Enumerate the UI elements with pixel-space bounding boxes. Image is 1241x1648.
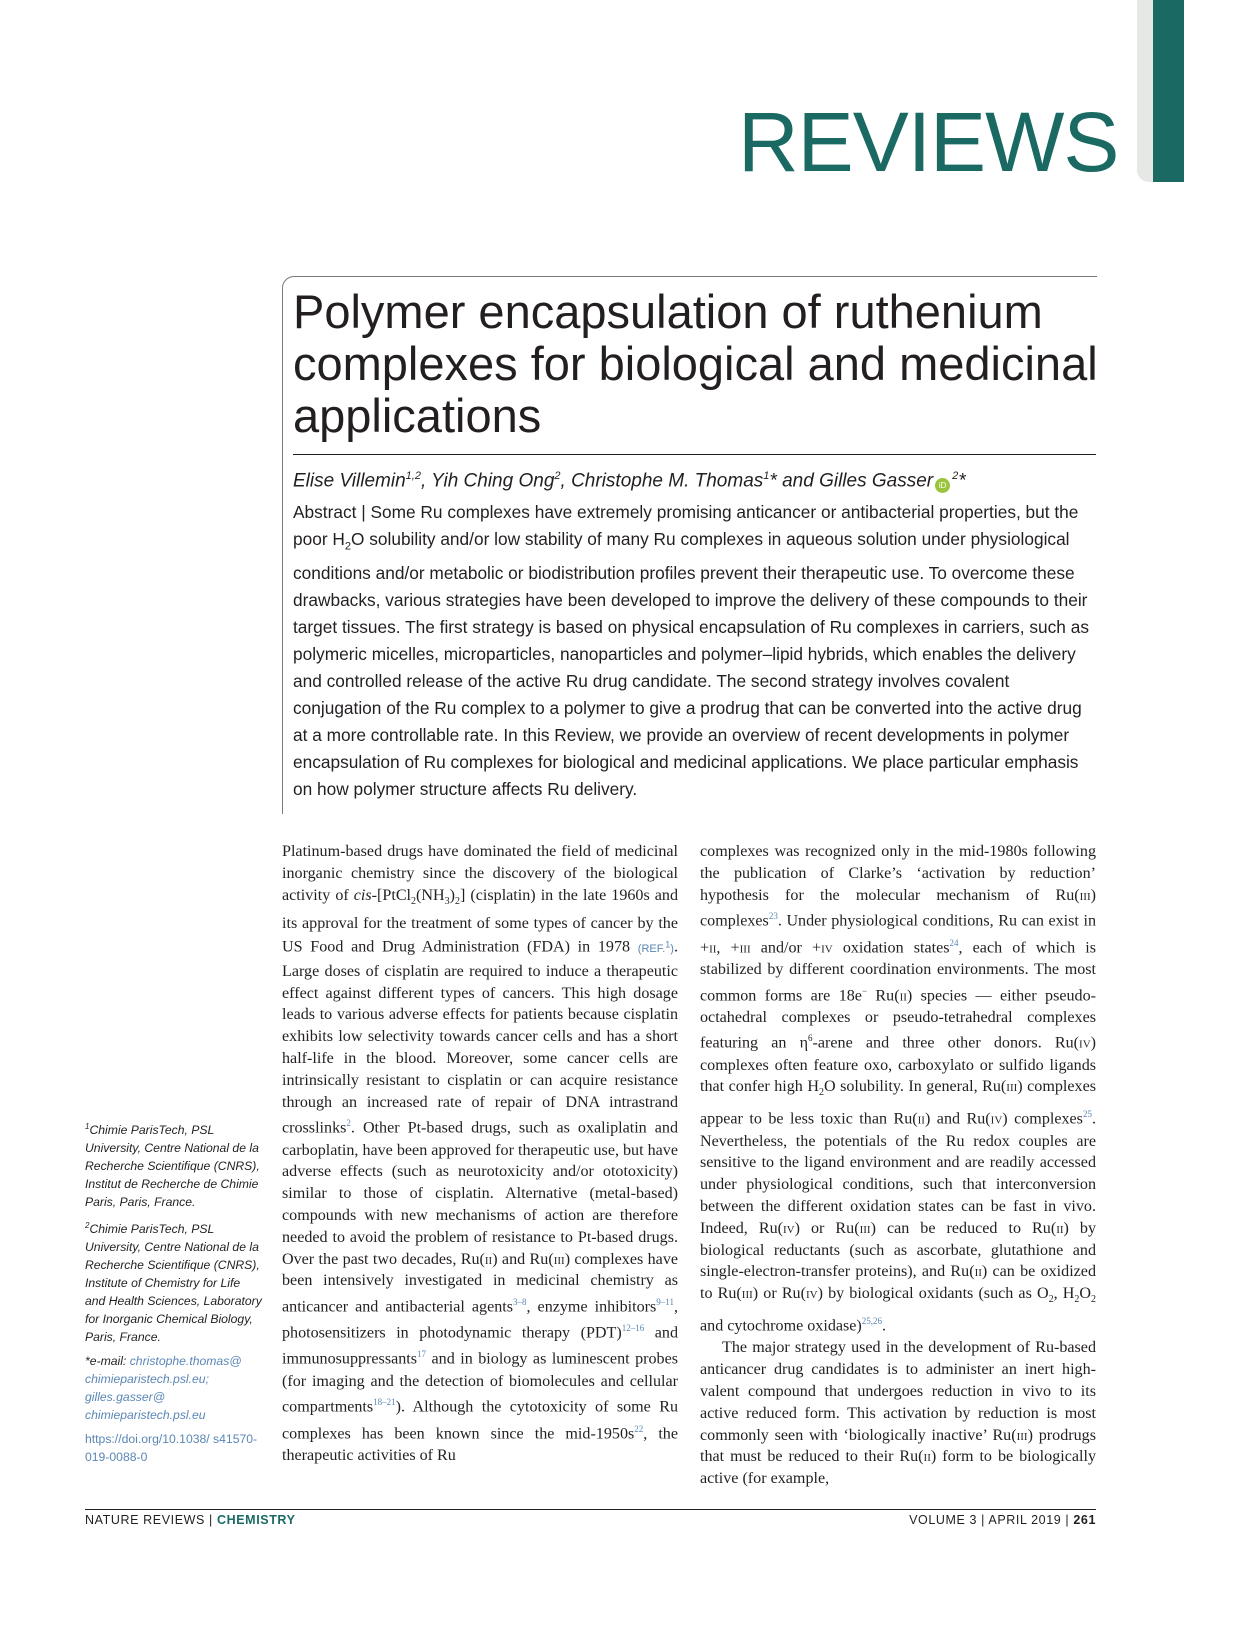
page-number: 261 (1073, 1513, 1096, 1527)
author-and: and (782, 470, 814, 492)
email-block: *e-mail: christophe.thomas@ chimieparistech.psl.eu; gilles.gasser@ chimieparistech.psl.eu (85, 1354, 242, 1423)
doi-block (85, 1430, 263, 1466)
author-affiliation: 1 (763, 470, 770, 482)
footer-rule (85, 1509, 1096, 1510)
author-name: Gilles Gasser (819, 470, 934, 492)
article-title: Polymer encapsulation of ruthenium complexes for biological and medicinal applications (293, 285, 1098, 442)
side-tab (1153, 0, 1184, 182)
author-name: Elise Villemin (293, 470, 406, 492)
author-affiliation: 2 (554, 470, 561, 482)
orcid-icon[interactable]: iD (935, 478, 950, 493)
affiliations (85, 1118, 263, 1472)
author-affiliation: 2 (952, 470, 959, 482)
email-link[interactable]: gilles.gasser@ chimieparistech.psl.eu (85, 1390, 206, 1423)
author-list: Elise Villemin$^{1,2}$, Yih Ching Ong$^2$, Christophe M. Thomas$^1$* and Gilles Gasser $iD^2*$ (293, 470, 966, 492)
affiliation-2: $^2$Chimie ParisTech, PSL University, Centre National de la Recherche Scientifique (CNRS), Institute of Chemistry for Life and Health Sciences, Laboratory for Inorganic Chemical Biology, Paris, France. (85, 1221, 262, 1345)
abstract-text: O solubility and/or low stability of many Ru complexes in aqueous solution under physiological conditions and/or metabolic or biodistribution profiles prevent their therapeutic use. To overcome these drawbacks, various strategies have been developed to improve the delivery of these compounds to their target tissues. The first strategy is based on physical encapsulation of Ru complexes in carriers, such as polymeric micelles, microparticles, nanoparticles and polymer–lipid hybrids, which enables the delivery and controlled release of the active Ru drug candidate. The second strategy involves covalent conjugation of the Ru complex to a polymer to give a prodrug that can be converted into the active drug at a more controllable rate. In this Review, we provide an overview of recent developments in polymer encapsulation of Ru complexes for biological and medicinal applications. We place particular emphasis on how polymer structure affects Ru delivery. (293, 528, 1089, 799)
abstract-subscript: 2 (344, 540, 351, 553)
title-rule (293, 454, 1096, 455)
affiliation-1: $^1$Chimie ParisTech, PSL University, Centre National de la Recherche Scientifique (CNRS), Institut de Recherche de Chimie Paris, Paris, France. (85, 1122, 260, 1210)
abstract (293, 499, 1093, 802)
author-name: Christophe M. Thomas (571, 470, 764, 492)
body-paragraph: complexes was recognized only in the mid-1980s following the publication of Clarke’s ‘activation by reduction’ hypothesis for the molecular mechanism of Ru(iii) complexes$^{23}$. Under physiological conditions, Ru can exist in +ii, +iii and/or +iv oxidation states$^{24}$, each of which is stabilized by different coordination environments. The most common forms are 18e− Ru(ii) species — either pseudo-octahedral complexes or pseudo-tetrahedral complexes featuring an $\eta^6$-arene and three other donors. Ru(iv) complexes often feature oxo, carboxylato or sulfido ligands that confer high $H_2O$ solubility. In general, Ru(iii) complexes appear to be less toxic than Ru(ii) and Ru(iv) complexes$^{25}$. Nevertheless, the potentials of the Ru redox couples are sensitive to the ligand environment and are readily accessed under physiological conditions, such that interconversion between the different oxidation states can be fast in vivo. Indeed, Ru(iv) or Ru(iii) can be reduced to Ru(ii) by biological reductants (such as ascorbate, glutathione and single-electron-transfer proteins), and Ru(ii) can be oxidized to Ru(iii) or Ru(iv) by biological oxidants (such as $O_2$, $H_2O_2$ and cytochrome oxidase)$^{25,26}$. (700, 843, 1097, 1335)
body-column-right (700, 841, 1096, 1490)
author-affiliation: 1,2 (405, 470, 421, 482)
author-name: Yih Ching Ong (431, 470, 555, 492)
body-paragraph: The major strategy used in the development of Ru-based anticancer drug candidates is to administer an inert high-valent compound that undergoes reduction in vivo to its active reduced form. This activation by reduction is most commonly seen with ‘biologically inactive’ Ru(iii) prodrugs that must be reduced to their Ru(ii) form to be biologically active (for example, (700, 1339, 1096, 1488)
section-label: REVIEWS (738, 95, 1119, 189)
body-column-left (282, 841, 678, 1467)
body-paragraph: Platinum-based drugs have dominated the field of medicinal inorganic chemistry since the discovery of the biological activity of cis-$[PtCl_2(NH_3)_2]$ (cisplatin) in the late 1960s and its approval for the treatment of some types of cancer by the US Food and Drug Administration (FDA) in 1978 (REF.$^1$). Large doses of cisplatin are required to induce a therapeutic effect against different types of cancers. This high dosage leads to various adverse effects for patients because cisplatin exhibits low selectivity towards cancer cells and has a short half-life in the blood. Moreover, some cancer cells are intrinsically resistant to cisplatin or can acquire resistance through an increased rate of repair of DNA intrastrand crosslinks$^2$. Other Pt-based drugs, such as oxaliplatin and carboplatin, have been approved for therapeutic use, but have adverse effects (such as neurotoxicity and/or ototoxicity) similar to those of cisplatin. Alternative (metal-based) compounds with new mechanisms of action are therefore needed to avoid the problem of resistance to Pt-based drugs. Over the past two decades, Ru(ii) and Ru(iii) complexes have been intensively investigated in medicinal chemistry as anticancer and antibacterial agents$^{3-8}$, enzyme inhibitors$^{9-11}$, photosensitizers in photodynamic therapy (PDT)$^{12-16}$ and immunosuppressants$^{17}$ and in biology as luminescent probes (for imaging and the detection of biomolecules and cellular compartments$^{18-21}$). Although the cytotoxicity of some Ru complexes has been known since the mid-$1950s^{22}$, the therapeutic activities of Ru (282, 843, 679, 1464)
abstract-rule (282, 454, 283, 814)
email-link[interactable]: christophe.thomas@ chimieparistech.psl.eu; (85, 1354, 242, 1387)
corresponding-mark: * (769, 470, 777, 492)
corresponding-mark: * (958, 470, 966, 492)
footer-volume: VOLUME 3 | APRIL 2019 | 261 (909, 1513, 1096, 1527)
doi-link[interactable]: https://doi.org/10.1038/ s41570-019-0088-0 (85, 1432, 258, 1465)
abstract-label: Abstract | (293, 502, 366, 522)
side-tab-shadow (1137, 0, 1153, 182)
abstract-text: Some Ru complexes have extremely promising anticancer or antibacterial properties, but the poor H (293, 502, 1079, 549)
footer-journal: NATURE REVIEWS | CHEMISTRY (85, 1513, 296, 1527)
